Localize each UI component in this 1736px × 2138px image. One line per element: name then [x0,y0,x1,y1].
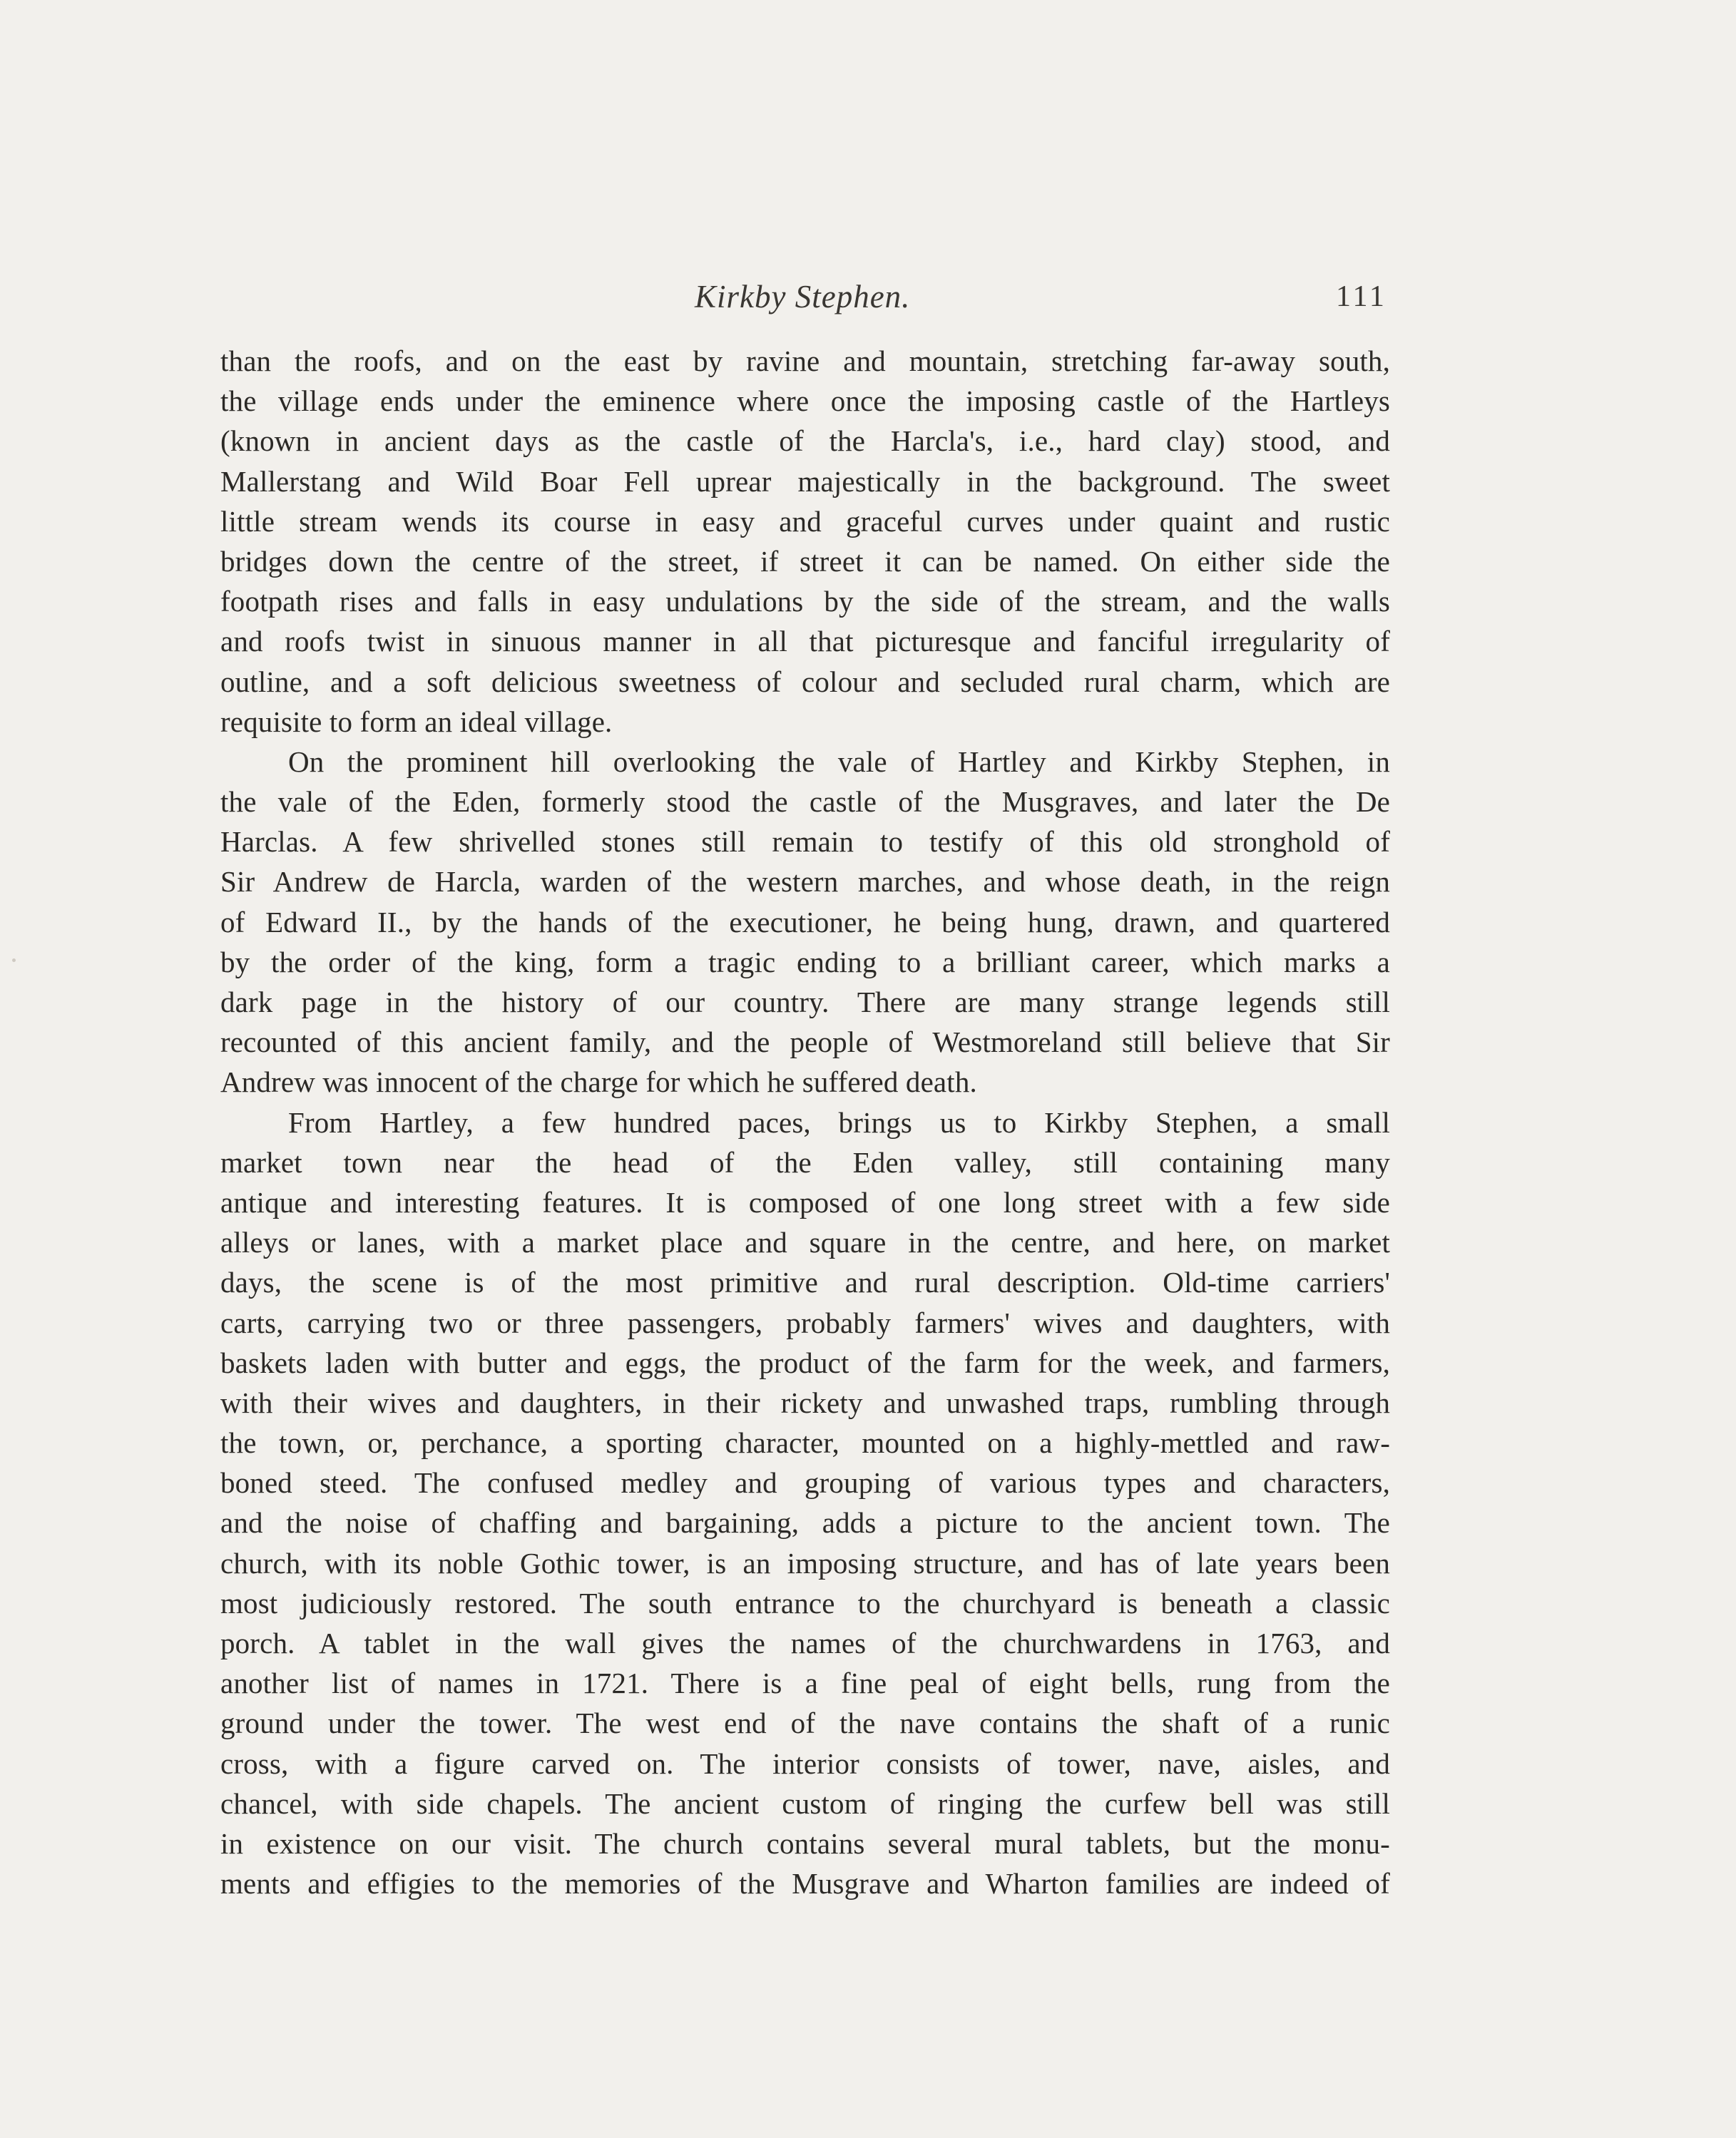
text-line: On the prominent hill overlooking the vale of Hartley and Kirkby Stephen, in [288,745,1390,778]
paper-speck [12,958,16,962]
text-line: the town, or, perchance, a sporting character, mounted on a highly-mettled and raw- [220,1426,1390,1460]
text-line: chancel, with side chapels. The ancient custom of ringing the curfew bell was still [220,1786,1390,1820]
text-line: porch. A tablet in the wall gives the names of the churchwardens in 1763, and [220,1627,1390,1659]
text-line: recounted of this ancient family, and the people of Westmoreland still believe that Sir [220,1025,1390,1059]
text-line: Andrew was innocent of the charge for which he suffered death. [220,1065,977,1099]
text-line: baskets laden with butter and eggs, the product of the farm for the week, and farmers, [220,1346,1390,1379]
page-number: 111 [1336,280,1387,313]
text-line: the village ends under the eminence where once the imposing castle of the Hartleys [220,384,1390,418]
text-line: From Hartley, a few hundred paces, brings us to Kirkby Stephen, a small [288,1105,1390,1139]
text-line: (known in ancient days as the castle of the Harcla's, i.e., hard clay) stood, and [220,424,1390,458]
text-line: Sir Andrew de Harcla, warden of the western marches, and whose death, in the reign [220,865,1390,899]
text-line: outline, and a soft delicious sweetness of colour and secluded rural charm, which are [220,665,1390,698]
text-line: bridges down the centre of the street, if street it can be named. On either side the [220,544,1390,578]
text-line: Mallerstang and Wild Boar Fell uprear majestically in the background. The sweet [220,464,1390,498]
text-line: cross, with a figure carved on. The interior consists of tower, nave, aisles, and [220,1746,1390,1780]
paragraph-2 [220,742,1390,1103]
text-line: antique and interesting features. It is composed of one long street with a few side [220,1185,1390,1219]
text-line: of Edward II., by the hands of the executioner, he being hung, drawn, and quartered [220,905,1390,938]
body-text [220,341,1390,1903]
running-title: Kirkby Stephen. [695,279,911,314]
text-line: in existence on our visit. The church contains several mural tablets, but the monu- [220,1826,1390,1860]
paragraph-1 [220,341,1390,742]
paragraph-3 [220,1103,1390,1904]
text-line: and the noise of chaffing and bargaining, adds a picture to the ancient town. The [220,1506,1390,1540]
text-line: and roofs twist in sinuous manner in all that picturesque and fanciful irregularity of [220,625,1390,658]
text-line: little stream wends its course in easy and graceful curves under quaint and rustic [220,504,1390,538]
text-line: another list of names in 1721. There is a fine peal of eight bells, rung from the [220,1667,1390,1700]
text-line: church, with its noble Gothic tower, is an imposing structure, and has of late years been [220,1546,1390,1580]
text-line: requisite to form an ideal village. [220,705,613,738]
page-header [0,278,1736,321]
text-line: market town near the head of the Eden valley, still containing many [220,1145,1390,1179]
text-line: by the order of the king, form a tragic ending to a brilliant career, which marks a [220,945,1390,978]
text-line: carts, carrying two or three passengers, probably farmers' wives and daughters, with [220,1306,1390,1339]
text-line: than the roofs, and on the east by ravine and mountain, stretching far-away south, [220,344,1390,377]
text-line: dark page in the history of our country. There are many strange legends still [220,986,1390,1018]
text-line: most judiciously restored. The south entrance to the churchyard is beneath a classic [220,1586,1390,1620]
text-line: alleys or lanes, with a market place and square in the centre, and here, on market [220,1226,1390,1259]
text-line: ments and effigies to the memories of the Musgrave and Wharton families are indeed of [220,1867,1390,1901]
text-line: footpath rises and falls in easy undulations by the side of the stream, and the walls [220,585,1390,618]
text-line: days, the scene is of the most primitive and rural description. Old-time carriers' [220,1266,1390,1299]
text-line: boned steed. The confused medley and grouping of various types and characters, [220,1466,1390,1500]
text-line: the vale of the Eden, formerly stood the castle of the Musgraves, and later the De [220,785,1390,819]
text-line: ground under the tower. The west end of the nave contains the shaft of a runic [220,1707,1390,1740]
text-line: with their wives and daughters, in their rickety and unwashed traps, rumbling through [220,1386,1390,1419]
text-line: Harclas. A few shrivelled stones still remain to testify of this old stronghold of [220,825,1390,859]
